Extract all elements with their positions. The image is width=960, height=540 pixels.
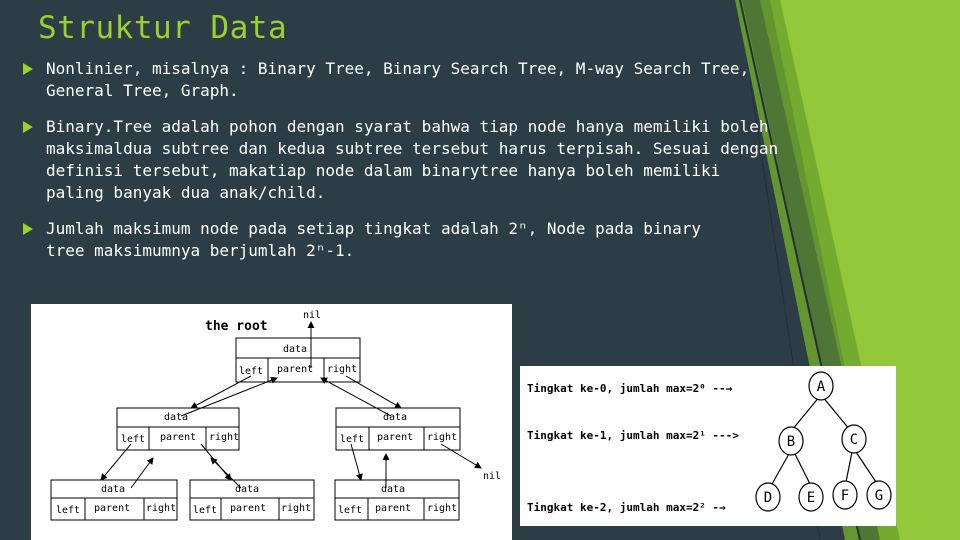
bullet-text: Nonlinier, misalnya : Binary Tree, Binary Search Tree, M-way Search Tree, General Tree, Graph. [46, 59, 750, 100]
bullet-arrow-icon [22, 63, 34, 75]
root-label: the root [205, 319, 268, 334]
field-right: right [327, 364, 358, 375]
field-right: right [209, 432, 240, 443]
level-label: Tingkat ke-0, jumlah max=2⁰ --→ [527, 382, 733, 395]
field-parent: parent [230, 503, 267, 514]
bullet-item [22, 58, 782, 102]
field-data: data [164, 412, 189, 423]
bullet-text: Jumlah maksimum node pada setiap tingkat adalah 2ⁿ, Node pada binary tree maksimumnya berjumlah 2ⁿ-1. [46, 219, 750, 260]
level-label: Tingkat ke-1, jumlah max=2¹ ---> [527, 429, 739, 442]
nil-label: nil [303, 310, 322, 321]
field-parent: parent [160, 432, 197, 443]
bullet-list [22, 58, 782, 276]
bullet-item [22, 116, 782, 204]
field-right: right [281, 503, 312, 514]
field-left: left [56, 505, 81, 516]
field-left: left [239, 366, 264, 377]
tree-node: C [849, 432, 859, 448]
tree-levels-figure [520, 366, 896, 526]
slide-title: Struktur Data [38, 10, 288, 46]
bullet-arrow-icon [22, 121, 34, 133]
field-data: data [381, 484, 406, 495]
field-right: right [146, 503, 177, 514]
field-data: data [383, 412, 408, 423]
field-data: data [235, 484, 260, 495]
field-parent: parent [375, 503, 412, 514]
level-label: Tingkat ke-2, jumlah max=2² -→ [527, 501, 726, 514]
nil-label: nil [483, 471, 502, 482]
field-parent: parent [277, 364, 314, 375]
field-left: left [193, 505, 218, 516]
field-left: left [340, 434, 365, 445]
field-left: left [121, 434, 146, 445]
tree-node: E [806, 490, 816, 506]
linked-tree-figure [31, 304, 512, 540]
tree-node: F [840, 488, 850, 504]
bullet-item [22, 218, 782, 262]
field-right: right [427, 432, 458, 443]
tree-node: D [763, 490, 773, 506]
field-parent: parent [94, 503, 131, 514]
field-data: data [283, 344, 308, 355]
field-data: data [101, 484, 126, 495]
bullet-arrow-icon [22, 223, 34, 235]
tree-node: B [786, 434, 796, 450]
tree-node: G [874, 488, 884, 504]
tree-node: A [816, 379, 826, 395]
field-parent: parent [377, 432, 414, 443]
bullet-text: Binary.Tree adalah pohon dengan syarat bahwa tiap node hanya memiliki boleh maksimaldua subtree dan kedua subtree tersebut harus terpisah. Sesuai dengan definisi tersebut, makatiap node dalam binarytree hanya boleh memiliki paling banyak dua anak/child. [46, 117, 779, 202]
field-left: left [338, 505, 363, 516]
field-right: right [427, 503, 458, 514]
